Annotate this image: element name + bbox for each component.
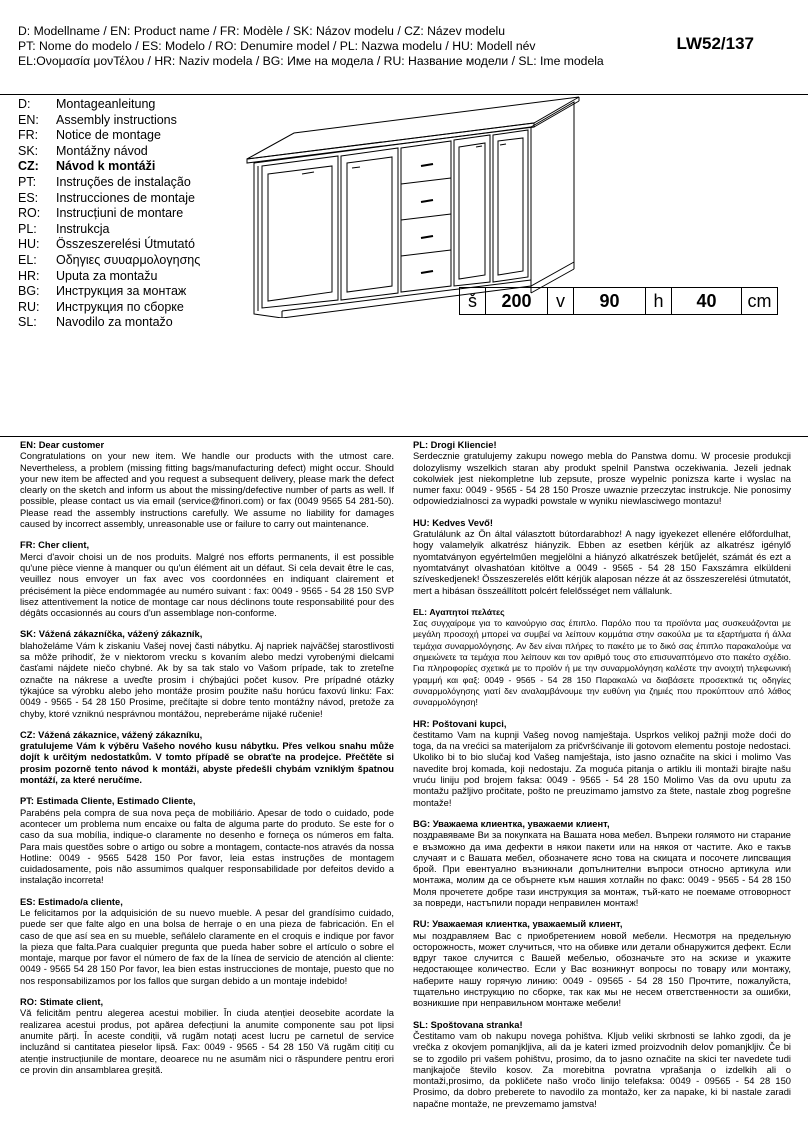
instruction-title-text: Οδηγιες συυαρμολογησης [56,252,201,267]
instruction-title-text: Instrucciones de montaje [56,190,195,205]
instruction-title-row [18,97,248,113]
dimensions-box [459,287,778,315]
instruction-title-row [18,315,248,331]
instruction-title-row [18,269,248,285]
model-name-line: PT: Nome do modelo / ES: Modelo / RO: Denumire model / PL: Nazwa modelu / HU: Modell név [18,39,536,53]
notice-body: Čestitamo vam ob nakupu novega pohištva. Kljub veliki skrbnosti se lahko zgodi, da je vrečka z okovjem pomanjkljiva, ali da je kateri izmed proizvodnih delov pomanjkljiv. Če bi se to zgodilo pri vašem pohištvu, prosimo, da to jasno označite na skici ter navedete tudi manjkajoče število kosov. Za morebitna povratna vprašanja o izdelkih ali o montaži,prosimo, da pokličete našo vročo linijo telefaksa: 0049 - 09565 - 54 28 150 Prosimo, da dobro preberete to navodilo za montažo, ker za napake, ki bi nastale zaradi napačne montaže, ne prevzemamo jamstva! [413,1030,791,1109]
instruction-title-row [18,284,248,300]
height-value: 90 [574,288,646,314]
notice-title: HU: Kedves Vevő! [413,517,493,528]
customer-notice-block [413,1020,791,1110]
instruction-title-row [18,253,248,269]
instruction-title-row [18,222,248,238]
instruction-title-row [18,144,248,160]
instruction-title-row [18,191,248,207]
section-divider [0,436,808,437]
language-code: D: [18,97,31,111]
language-code: RU: [18,299,40,314]
instruction-title-text: Instrucțiuni de montare [56,206,184,221]
instruction-title-row [18,175,248,191]
customer-notice-block [20,897,394,987]
instruction-title-text: Montageanleitung [56,97,156,111]
language-code: ES: [18,190,39,205]
language-code: HR: [18,268,40,283]
unit-label: cm [747,290,772,311]
language-code: SL: [18,315,37,330]
notice-title: EL: Αγαπητοί πελάτες [413,606,505,617]
instruction-title-text: Instruções de instalação [56,174,191,189]
instruction-title-text: Uputa za montažu [56,268,158,283]
height-label: v [548,288,574,314]
model-name-line: EL:Ονομασία μονΤέλου / HR: Naziv modela / BG: Име на модела / RU: Название модели / SL: Ime modela [18,54,604,68]
instruction-title-row [18,300,248,316]
model-name-line: D: Modellname / EN: Product name / FR: Modèle / SK: Názov modelu / CZ: Název modelu [18,24,506,38]
notice-title: RO: Stimate client, [20,997,104,1008]
notice-body: Merci d'avoir choisi un de nos produits. Malgré nos efforts permanents, il est possible qu'une pièce vienne à manquer ou qu'un élément ait un défaut. Si cela devait être le cas, veuillez nous envoyer un fax avec vos coordonnées en indiquant clairement et précisément la pièce endommagée au numéro suivant : fax: 0049 - 9565 - 54 28 150 SVP lisez attentivement la notice de montage car nous déclinons toute responsabilité pour des dégâts occasionnés au cours d'un assemblage non-conforme. [20,551,394,619]
language-code: EN: [18,112,39,127]
customer-notice-block [413,440,791,508]
instruction-title-text: Összeszerelési Útmutató [56,237,195,252]
language-code: HU: [18,237,40,252]
customer-notice-block [20,440,394,530]
notice-body: поздравяваме Ви за покупката на Вашата нова мебел. Въпреки голямото ни старание е възможно да има дефекти в някои пакети или на някоя от частите. Ако е такъв случаят и с Вашата мебел, обозначете ясно това на скицата и посочете липсващия брой. При евентуално възникнали допълнителни въпроси относно артикула или монтажа, молим да се обърнете към нашия хотлайн по факс: 0049 - 9565 - 54 28 150 Моля прочетете добре тази инструкция за монтаж, тъй-като не поемаме отговорност за повреди, настъпили поради неправилен монтаж! [413,830,791,908]
language-code: RO: [18,206,41,221]
notice-body: Le felicitamos por la adquisición de su nuevo mueble. A pesar del grandísimo cuidado, puede ser que falte algo en una bolsa de herraje o en una pieza de fabricación. En el caso de que así sea en su mueble, señálelo claramente en el croquis e indique por favor la pieza que falta.Para cualquier pregunta que pueda haber sobre el artículo o sobre el montaje, marque por favor el número de fax de la línea de servicio de atención al cliente: 0049 - 9565 54 28 150 Por favor, lea bien estas instrucciones de montaje, puesto que no nos responsabilizamos por los fallos que surgan debido a un montaje indebido! [20,907,394,986]
customer-notice-block [20,730,394,786]
notice-title: SK: Vážená zákazníčka, vážený zákazník, [20,629,203,640]
sideboard-side [531,102,574,286]
instruction-title-text: Assembly instructions [56,112,177,127]
customer-notice-block [413,607,791,709]
customer-notice-block [20,997,394,1076]
instruction-title-text: Navodilo za montažo [56,315,173,330]
notice-body: Serdecznie gratulujemy zakupu nowego mebla do Panstwa domu. W procesie produkcji dolozylismy wszelkich staran aby produkt spelnil Panstwa oczekiwania. Jezeli jednak cokolwiek jest niekompletne lub zepsute, prosze wypelnic ponizsza karte i wyslac na numer faxu: 0049 - 9565 - 54 28 150 Prosze uwaznie przeczytac instrukcje. Nie ponosimy odpowiedzialnosci za wypadki powstale w wyniku niewlasciwego montazu! [413,451,791,507]
instruction-title-text: Návod k montáži [56,159,156,174]
notice-title: ES: Estimado/a cliente, [20,896,123,907]
customer-notice-block [413,719,791,809]
instruction-title-text: Montážny návod [56,143,148,158]
notice-body: blahoželáme Vám k ziskaniu Vašej novej časti nábytku. Aj napriek najväčšej starostlivosti sa môže prihodiť, že v niektorom vrecku s kovaním alebo medzi vyrobenými dielcami časťami nájdete niečo chybné. Ak by sa tak stalo vo Vašom prípade, tak to zreteľne označte na nákrese a uveďte prosim i chýbajúci počet kusov. Pre prípadné otázky týkajúce sa výrobku alebo jeho montáže prosim použite našu horúcu faxovú linku: Fax: 0049 - 9565 - 54 28 150 Prosime, prečítajte si dobre tento montážny návod, pretože za chyby, ktoré vzniknú nesprávnou montážou, nepreberáme nijaké ručenie! [20,640,394,719]
door-left-2 [341,148,398,300]
customer-notice-left-column [20,440,394,1086]
notice-title: PT: Estimada Cliente, Estimado Cliente, [20,796,196,807]
notice-body: мы поздравляем Вас с приобретением новой мебели. Несмотря на предельную осторожность, может случиться, что на обивке или детали обнаружится дефект. Если вдруг такое случится с Вашей мебелью, обозначьте это на эскизе и укажите недостающее количество. Если у Вас возникнут вопросы по товару или монтажу, наберите нашу горячую линию: 0049 - 09565 - 54 28 150 Прочтите, пожалуйста, тщательно инструкцию по сборке, так как мы не несем ответственности за ошибки, возникшие при неправильном монтаже мебели! [413,930,791,1009]
customer-notice-block [20,796,394,886]
instruction-title-row [18,128,248,144]
instruction-title-text: Инструкция по сборке [56,299,184,314]
instruction-title-text: Notice de montage [56,128,161,143]
language-code: BG: [18,284,40,299]
instruction-title-row [18,113,248,129]
model-name-labels [18,24,604,69]
customer-notice-block [20,629,394,719]
notice-title: CZ: Vážená zákaznice, vážený zákazníku, [20,729,203,740]
notice-body: Congratulations on your new item. We handle our products with the utmost care. Nevertheless, a problem (missing fitting bags/manufacturing defect) might occur. Should your new item be affected and you request a subsequent delivery, please mark the defect clearly on the sketch and inform us about the missing/defective number of parts as well. If possible, please contact us via email (service@finori.com) or fax (0049 9565 54 281-50). Please read the assembly instructions carefully. We assume no liability for damages caused by incorrect assembly, unreasonable use or failure to carry out maintenance. [20,451,394,530]
model-code: LW52/137 [676,34,754,53]
language-code: FR: [18,128,39,143]
depth-label: h [646,288,672,314]
door-left-1 [262,156,338,308]
notice-title: HR: Poštovani kupci, [413,718,507,729]
sideboard-drawing [244,96,584,318]
language-code: EL: [18,252,37,267]
instruction-title-row [18,206,248,222]
notice-title: RU: Уважаемая клиентка, уважаемый клиент, [413,919,623,930]
language-code: CZ: [18,159,39,174]
notice-body: Σας συγχαίρομε για το καινούργιο σας έπιπλο. Παρόλο που τα προϊόντα μας συσκευάζονται με μεγάλη προσοχή μπορεί να συμβεί να λείπουν κομμάτια στην σακούλα με τα εξαρτήματα ή άλλα τεμάχια συναρμολόγησης. Αν δεν είναι πλήρες το πακέτο με το δικό σας έπιπλο παρακαλούμε να σημειώνετε τα τεμάχια που λείπουν και τον αριθμό τους στο επισυναπτόμενο στο πακέτο σχέδιο. Για πληροφορίες σχετικά με το προϊόν ή με την συναρμολόγηση καλέστε την ανοιχτή τηλεφωνική γραμμή και φαξ: 0049 - 9565 - 54 28 150 Παρακαλώ να διαβάσετε προσεκτικά τις οδηγίες συναρμολόγησης γιατί δεν αναλαμβάνουμε την ευθύνη για ζημιές που προκύπτουν από λάθος συναρμολόγηση! [413,618,791,708]
width-label: š [460,288,486,314]
notice-title: EN: Dear customer [20,440,105,450]
notice-title: SL: Spoštovana stranka! [413,1019,523,1030]
notice-body: Gratulálunk az Ön által választott bútordarabhoz! A nagy igyekezet ellenére előfordulhat, hogy valamelyik alkatrész hiányzik. Ebben az esetben kérjük az alkatrész igénylő nyomtatványon egyértelműen megjelölni a hiányzó alkatrészek betűjelét, számát és ezt a nyomtatványt olvashatóan kitöltve a 0049 - 9565 - 54 28 150 Faxszámra elküldeni szíveskedjenek! Összeszerelés előtt kérjük alaposan nézze át az összeszerelési útmutatót, mert a hibásan összeállított polcért felelősséget nem vállalunk. [413,529,791,596]
width-value: 200 [486,288,548,314]
notice-body: Vă felicităm pentru alegerea acestui mobilier. În ciuda atenției deosebite acordate la realizarea acestui produs, pot apărea defecțiuni la anumite componente sau pot lipsi anumite părți. În aceste condiții, vă rugăm notați acest lucru pe carnetul de service incluzând si cantitatea pieselor lipsă. Fax: 0049 - 9565 - 54 28 150 Vă rugăm citiți cu atenție instrucțiunile de montare, deoarece nu ne asumăm nici o răspundere pentru erori ce provin din ansamblarea greșită. [20,1008,394,1075]
notice-body: Parabéns pela compra de sua nova peça de mobiliário. Apesar de todo o cuidado, pode acontecer um problema num encaixe ou falta de alguma parte do produto. Se este for o caso da sua mobília, indique-o claramente no desenho e forneça os números em falta. Para mais questões sobre o artigo ou sobre a montagem, contacte-nos através da nossa Hotline: 0049 - 9565 5428 150 Por favor, leia estas instruções de montagem cuidadosamente, pois não assumimos qualquer responsabilidade por defeitos devido a instalação incorreta! [20,807,394,886]
language-code: PT: [18,174,37,189]
notice-body: čestitamo Vam na kupnji Vašeg novog namještaja. Usprkos velikoj pažnji može doći do toga, da na vrećici sa materijalom za pričvršćivanje ili gotovom elementu postoje nedostaci. Ukoliko bi to bio slučaj kod Vašeg namještaja, isto jasno označite na skici i molimo Vas navedite broj komada, koji nedostaju. Za moguća pitanja o artiklu ili montaži birajte našu vruću liniju pod brojem faksa: 0049 - 9565 - 54 28 150 Molimo Vas da ovu uputu za montažu pažljivo pročitate, pošto ne preuzimamo jamstvo za štete, nastale zbog pogrešne montaže! [413,729,791,808]
customer-notice-right-column [413,440,791,1120]
notice-title: BG: Уважаема клиентка, уважаеми клиент, [413,818,610,829]
depth-value: 40 [672,288,742,314]
customer-notice-block [413,819,791,909]
language-code: SK: [18,143,39,158]
instruction-title-text: Инструкция за монтаж [56,284,187,299]
customer-notice-block [413,919,791,1009]
notice-title: FR: Cher client, [20,540,90,551]
instruction-title-text: Instrukcja [56,221,110,236]
customer-notice-block [413,518,791,597]
instruction-title-row [18,159,248,175]
customer-notice-block [20,540,394,619]
language-code: PL: [18,221,37,236]
header [0,0,808,95]
instruction-title-row [18,237,248,253]
instruction-titles-list [18,97,248,331]
notice-title: PL: Drogi Kliencie! [413,440,497,450]
notice-body: gratulujeme Vám k výběru Vašeho nového kusu nábytku. Přes velkou snahu může dojít k určitým nedostatkům. V tomto případě se obraťte na prodejce. Přečtěte si prosim pozorně tento návod k montáži, abyste předešli chybám vzniklým špatnou montáží, za které neručíme. [20,741,394,786]
